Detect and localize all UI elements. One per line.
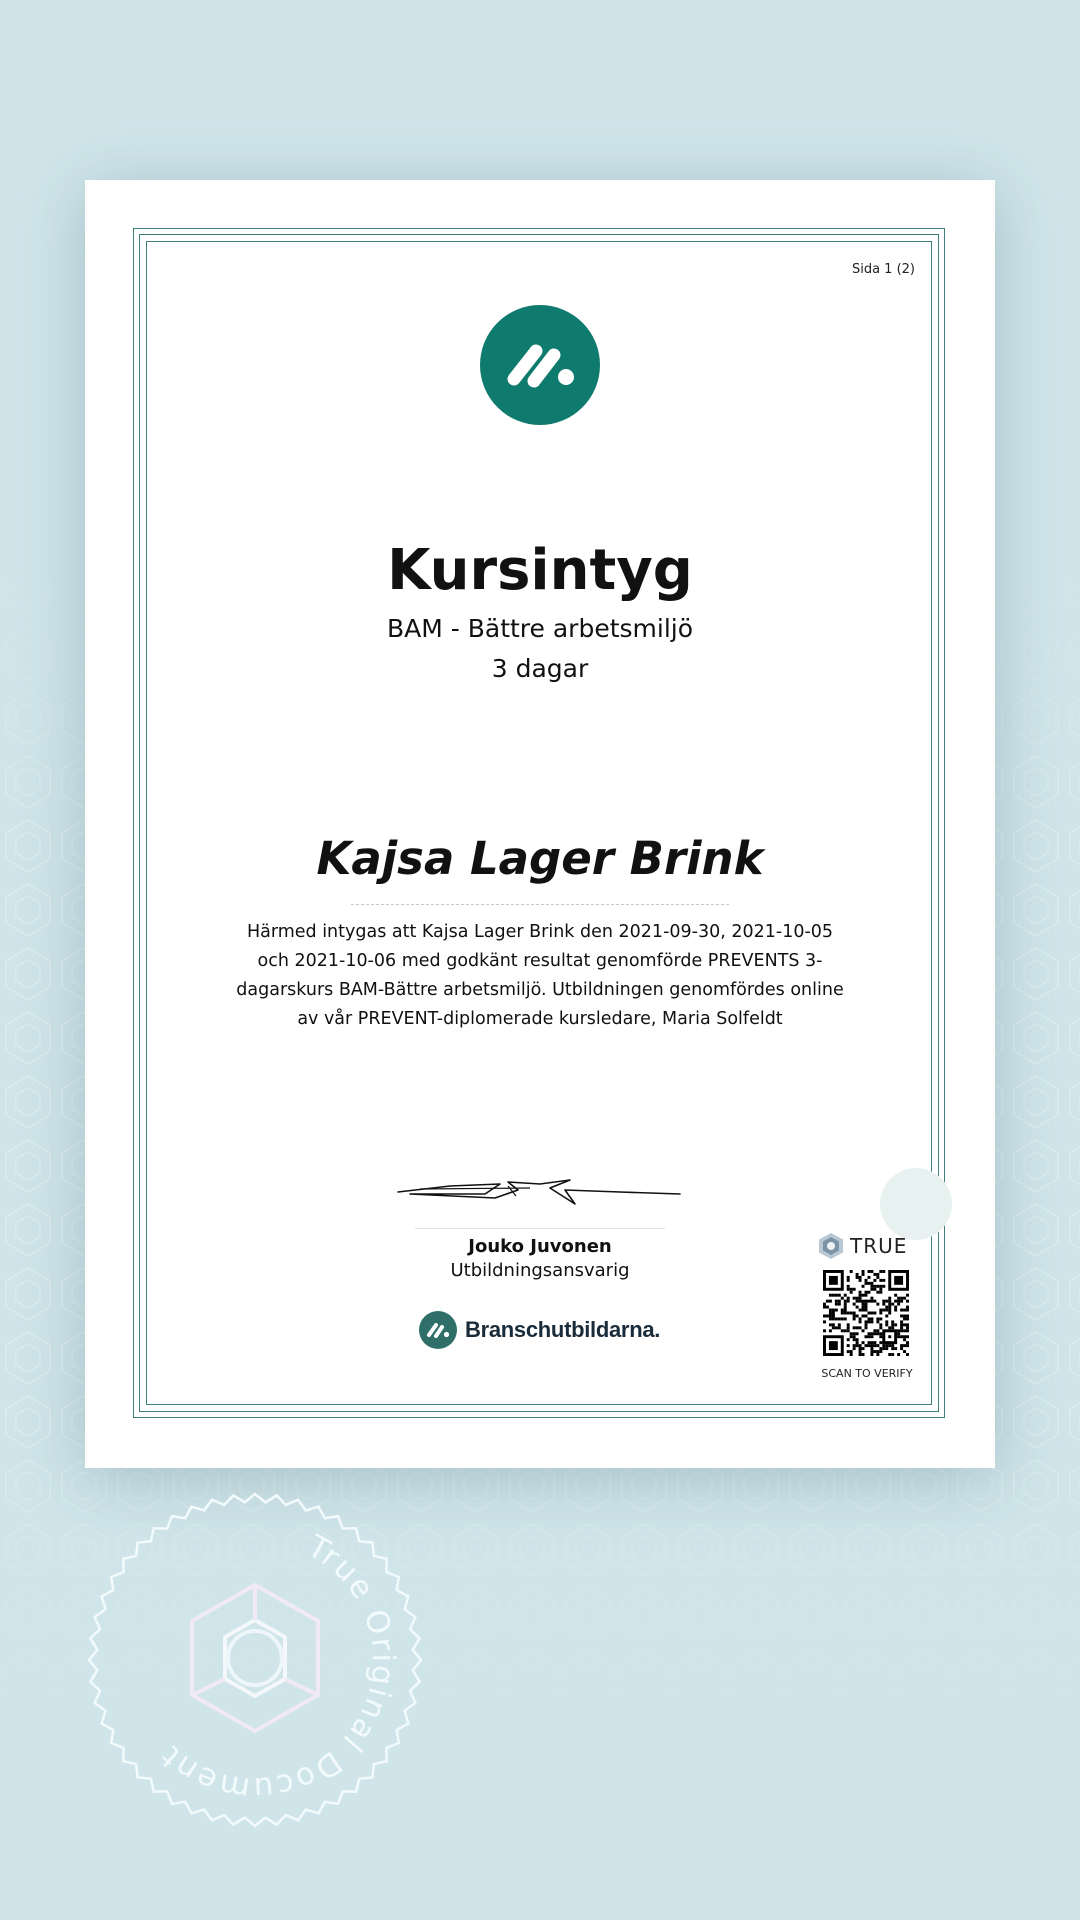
signer-role: Utbildningsansvarig bbox=[450, 1260, 630, 1281]
verify-bubble[interactable] bbox=[880, 1168, 952, 1240]
signer-name: Jouko Juvonen bbox=[468, 1236, 612, 1257]
course-duration: 3 dagar bbox=[491, 654, 589, 683]
brand-logo bbox=[419, 1310, 660, 1350]
certificate-paper bbox=[85, 180, 995, 1468]
certificate-title: Kursintyg bbox=[387, 538, 693, 603]
signature-image bbox=[390, 1162, 690, 1212]
seal-text: True Original Document bbox=[152, 1528, 402, 1807]
qr-code-icon[interactable] bbox=[823, 1270, 909, 1356]
recipient-divider bbox=[351, 904, 729, 905]
page-indicator: Sida 1 (2) bbox=[851, 262, 915, 277]
certificate-statement: Härmed intygas att Kajsa Lager Brink den 2021-09-30, 2021-10-05 och 2021-10-06 med godkänt resultat genomförde PREVENTS 3-dagarskurs BAM-Bättre arbetsmiljö. Utbildningen genomfördes online av vår PREVENT-diplomerade kursledare, Maria Solfeldt bbox=[236, 922, 844, 1029]
svg-text:True Original Document bbox=[153, 1528, 402, 1807]
true-badge[interactable] bbox=[818, 1232, 907, 1260]
prevent-logo-icon bbox=[480, 305, 600, 425]
brand-name: Branschutbildarna. bbox=[465, 1317, 661, 1342]
course-name: BAM - Bättre arbetsmiljö bbox=[386, 614, 694, 643]
signature-line bbox=[415, 1228, 665, 1229]
branschutbildarna-logo-icon bbox=[419, 1311, 457, 1349]
true-seal-icon bbox=[85, 1490, 425, 1830]
true-label: TRUE bbox=[850, 1234, 908, 1258]
recipient-name: Kajsa Lager Brink bbox=[316, 832, 764, 885]
true-hexagon-icon bbox=[818, 1232, 844, 1260]
scan-to-verify-label: SCAN TO VERIFY bbox=[821, 1367, 913, 1380]
